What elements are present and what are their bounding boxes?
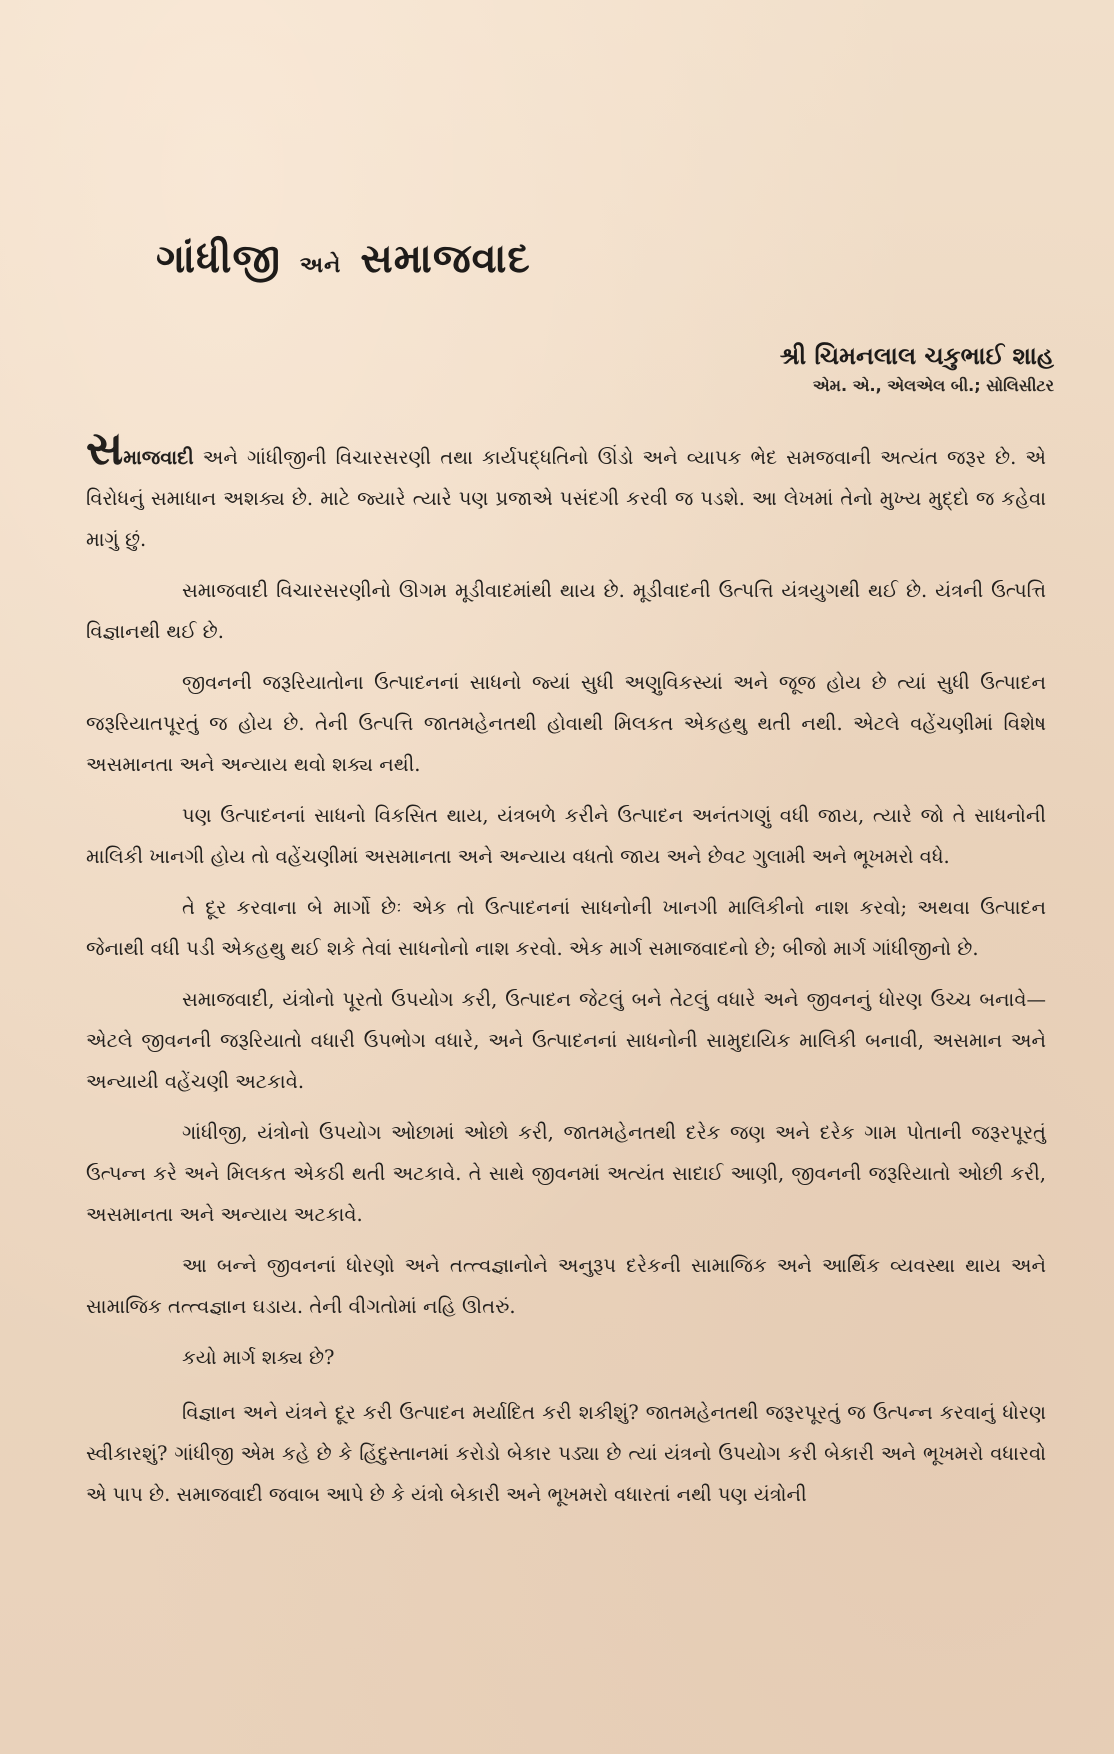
- title-word-samajvad: સમાજવાદ: [360, 236, 531, 282]
- paragraph-1-text: અને ગાંધીજીની વિચારસરણી તથા કાર્યપદ્ધતિનો ઊંડો અને વ્યાપક ભેદ સમજવાની અત્યંત જરૂર છે. એ વિરોધનું સમાધાન અશક્ય છે. માટે જ્યારે ત્યારે પણ પ્રજાએ પસંદગી કરવી જ પડશે. આ લેખમાં તેનો મુખ્ય મુદ્દો જ કહેવા માગું છું.: [86, 446, 1046, 551]
- paragraph-3: જીવનની જરૂરિયાતોના ઉત્પાદનનાં સાધનો જ્યાં સુધી અણુવિકસ્યાં અને જૂજ હોય છે ત્યાં સુધી ઉત્પાદન જરૂરિયાતપૂરતું જ હોય છે. તેની ઉત્પત્તિ જાતમહેનતથી હોવાથી મિલકત એકહથુ થતી નથી. એટલે વહેંચણીમાં વિશેષ અસમાનતા અને અન્યાય થવો શક્ય નથી.: [86, 671, 1046, 776]
- section-question: કયો માર્ગ શક્ય છે?: [182, 1346, 335, 1369]
- paragraph-2: સમાજવાદી વિચારસરણીનો ઊગમ મૂડીવાદમાંથી થાય છે. મૂડીવાદની ઉત્પત્તિ યંત્રયુગથી થઈ છે. યંત્રની ઉત્પત્તિ વિજ્ઞાનથી થઈ છે.: [86, 579, 1046, 643]
- paragraph-4: પણ ઉત્પાદનનાં સાધનો વિકસિત થાય, યંત્રબળે કરીને ઉત્પાદન અનંતગણું વધી જાય, ત્યારે જો તે સાધનોની માલિકી ખાનગી હોય તો વહેંચણીમાં અસમાનતા અને અન્યાય વધતો જાય અને છેવટ ગુલામી અને ભૂખમરો વધે.: [86, 804, 1046, 868]
- paragraph-7: ગાંધીજી, યંત્રોનો ઉપયોગ ઓછામાં ઓછો કરી, જાતમહેનતથી દરેક જણ અને દરેક ગામ પોતાની જરૂરપૂરતું ઉત્પન્ન કરે અને મિલકત એકઠી થતી અટકાવે. તે સાથે જીવનમાં અત્યંત સાદાઈ આણી, જીવનની જરૂરિયાતો ઓછી કરી, અસમાનતા અને અન્યાય અટકાવે.: [86, 1121, 1046, 1226]
- author-name: શ્રી ચિમનલાલ ચકુભાઈ શાહ: [779, 342, 1054, 370]
- paragraph-9: વિજ્ઞાન અને યંત્રને દૂર કરી ઉત્પાદન મર્યાદિત કરી શકીશું? જાતમહેનતથી જરૂરપૂરતું જ ઉત્પન્ન કરવાનું ધોરણ સ્વીકારશું? ગાંધીજી એમ કહે છે કે હિંદુસ્તાનમાં કરોડો બેકાર પડ્યા છે ત્યાં યંત્રનો ઉપયોગ કરી બેકારી અને ભૂખમરો વધારવો એ પાપ છે. સમાજવાદી જવાબ આપે છે કે યંત્રો બેકારી અને ભૂખમરો વધારતાં નથી પણ યંત્રોની: [86, 1401, 1046, 1506]
- first-word: માજવાદી: [123, 446, 194, 469]
- paragraph-5: તે દૂર કરવાના બે માર્ગો છેઃ એક તો ઉત્પાદનનાં સાધનોની ખાનગી માલિકીનો નાશ કરવો; અથવા ઉત્પાદન જેનાથી વધી પડી એકહથુ થઈ શકે તેવાં સાધનોનો નાશ કરવો. એક માર્ગ સમાજવાદનો છે; બીજો માર્ગ ગાંધીજીનો છે.: [86, 896, 1046, 960]
- author-credentials: એમ. એ., એલએલ બી.; સોલિસીટર: [812, 376, 1054, 395]
- paragraph-8: આ બન્ને જીવનનાં ધોરણો અને તત્ત્વજ્ઞાનોને અનુરૂપ દરેકની સામાજિક અને આર્થિક વ્યવસ્થા થાય અને સામાજિક તત્ત્વજ્ઞાન ઘડાય. તેની વીગતોમાં નહિ ઊતરું.: [86, 1254, 1046, 1318]
- paragraph-6: સમાજવાદી, યંત્રોનો પૂરતો ઉપયોગ કરી, ઉત્પાદન જેટલું બને તેટલું વધારે અને જીવનનું ધોરણ ઉચ્ચ બનાવે—એટલે જીવનની જરૂરિયાતો વધારી ઉપભોગ વધારે, અને ઉત્પાદનનાં સાધનોની સામુદાયિક માલિકી બનાવી, અસમાન અને અન્યાયી વહેંચણી અટકાવે.: [86, 988, 1046, 1093]
- author-block: [780, 342, 1054, 396]
- article-title: [156, 236, 531, 282]
- drop-cap: સ: [86, 421, 124, 475]
- title-word-gandhiji: ગાંધીજી: [156, 236, 281, 282]
- article-body: [86, 421, 1046, 1525]
- title-connector: અને: [299, 253, 342, 278]
- paragraph-1: [86, 421, 1046, 560]
